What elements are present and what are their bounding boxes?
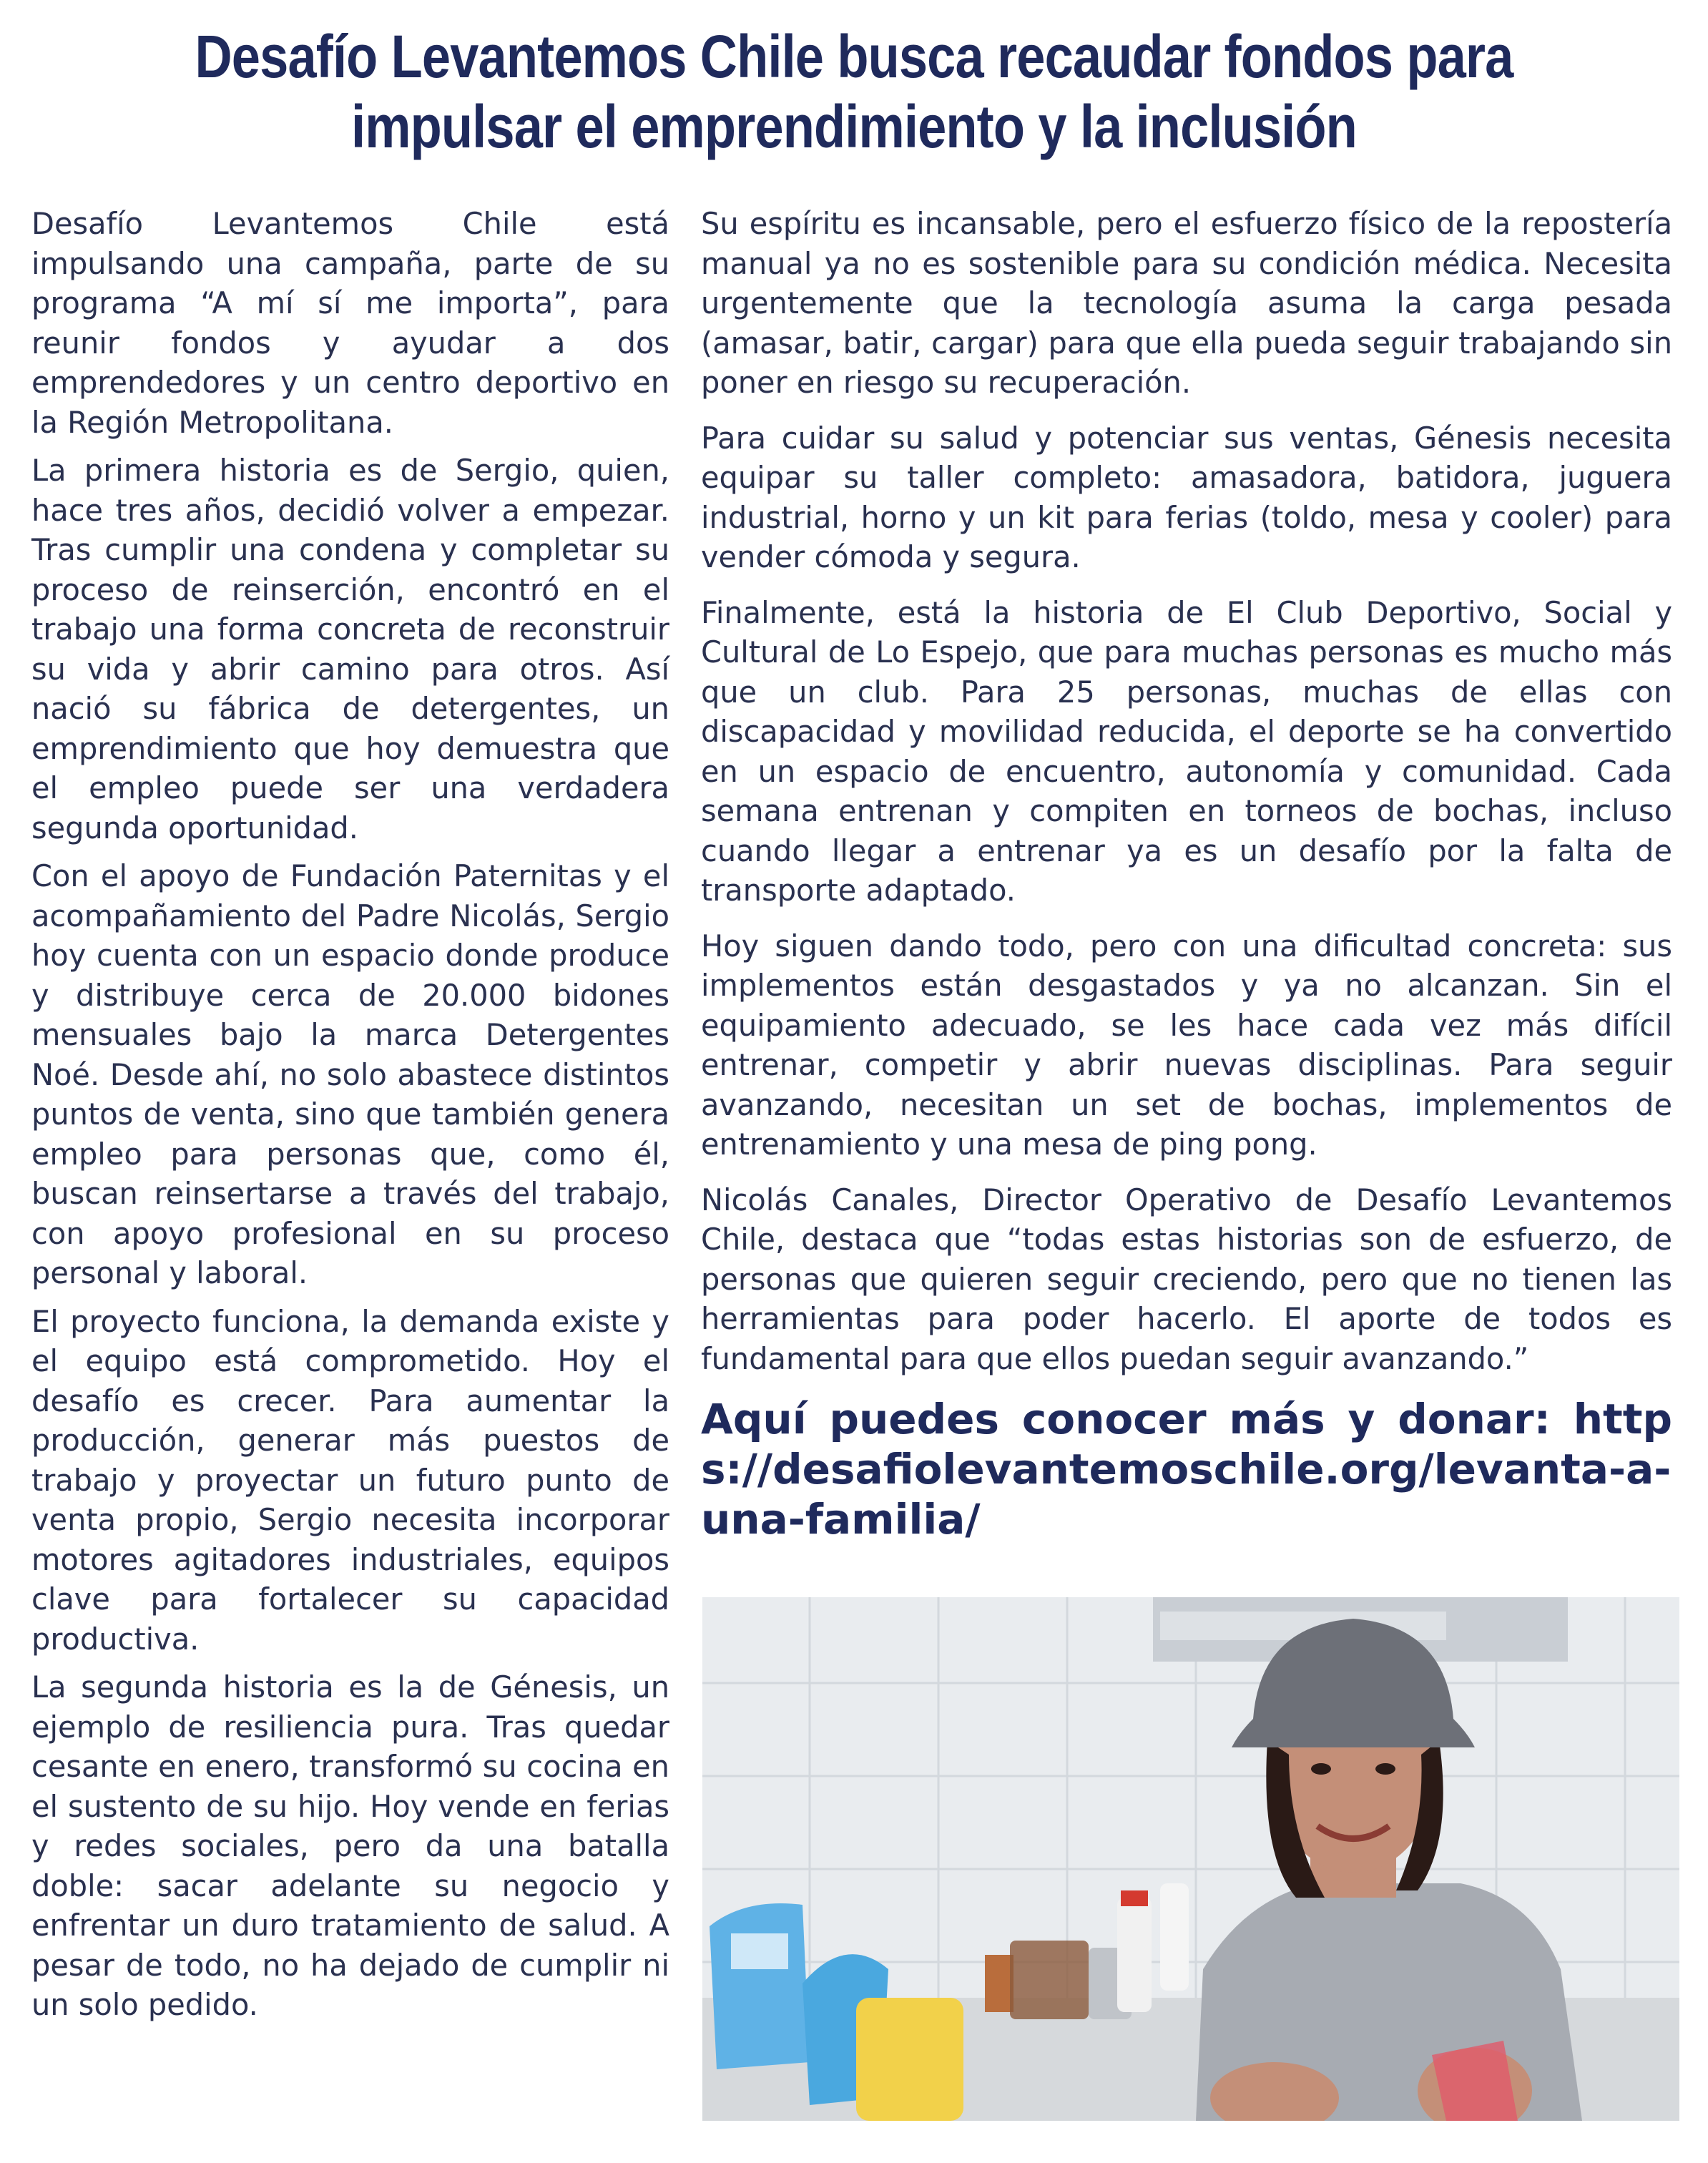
paragraph: Con el apoyo de Fundación Paternitas y el acompañamiento del Padre Nicolás, Sergio hoy cuenta con un espacio donde produce y distribuye cerca de 20.000 bidones mensuales bajo la marca Detergentes Noé. Desde ahí, no solo abastece distintos puntos de venta, sino que también genera empleo para personas que, como él, buscan reinsertarse a través del trabajo, con apoyo profesional en su proceso personal y laboral.	[31, 858, 669, 1290]
paragraph: La segunda historia es la de Génesis, un ejemplo de resiliencia pura. Tras quedar cesante en enero, transformó su cocina en el sustento de su hijo. Hoy vende en ferias y redes sociales, pero da una batalla doble: sacar adelante su negocio y enfrentar un duro tratamiento de salud. A pesar de todo, no ha dejado de cumplir ni un solo pedido.	[31, 1669, 669, 2022]
donation-link[interactable]: Aquí puedes conocer más y donar: https://desafiolevantemoschile.org/levanta-a-una-familia/	[701, 1395, 1672, 1544]
paragraph: El proyecto funciona, la demanda existe y el equipo está comprometido. Hoy el desafío es crecer. Para aumentar la producción, generar más puestos de trabajo y proyectar un futuro punto de venta propio, Sergio necesita incorporar motores agitadores industriales, equipos clave para fortalecer su capacidad productiva.	[31, 1303, 669, 1657]
article-photo	[702, 1597, 1679, 2121]
article-headline: Desafío Levantemos Chile busca recaudar fondos para impulsar el emprendimiento y la inclusión	[195, 23, 1513, 160]
paragraph: Desafío Levantemos Chile está impulsando una campaña, parte de su programa “A mí sí me importa”, para reunir fondos y ayudar a dos emprendedores y un centro deportivo en la Región Metropolitana.	[31, 206, 669, 440]
paragraph: La primera historia es de Sergio, quien, hace tres años, decidió volver a empezar. Tras cumplir una condena y completar su proceso de reinserción, encontró en el trabajo una forma concreta de reconstruir su vida y abrir camino para otros. Así nació su fábrica de detergentes, un emprendimiento que hoy demuestra que el empleo puede ser una verdadera segunda oportunidad.	[31, 453, 669, 845]
paragraph: Hoy siguen dando todo, pero con una dificultad concreta: sus implementos están desgastados y ya no alcanzan. Sin el equipamiento adecuado, se les hace cada vez más difícil entrenar, competir y abrir nuevas disciplinas. Para seguir avanzando, necesitan un set de bochas, implementos de entrenamiento y una mesa de ping pong.	[701, 928, 1672, 1162]
photo-kitchen-woman-icon	[702, 1597, 1679, 2121]
paragraph: Nicolás Canales, Director Operativo de Desafío Levantemos Chile, destaca que “todas estas historias son de esfuerzo, de personas que quieren seguir creciendo, pero que no tienen las herramientas para poder hacerlo. El aporte de todos es fundamental para que ellos puedan seguir avanzando.”	[701, 1182, 1672, 1376]
paragraph: Finalmente, está la historia de El Club Deportivo, Social y Cultural de Lo Espejo, que para muchas personas es mucho más que un club. Para 25 personas, muchas de ellas con discapacidad y movilidad reducida, el deporte se ha convertido en un espacio de encuentro, autonomía y comunidad. Cada semana entrenan y compiten en torneos de bochas, incluso cuando llegar a entrenar ya es un desafío por la falta de transporte adaptado.	[701, 594, 1672, 908]
paragraph: Su espíritu es incansable, pero el esfuerzo físico de la repostería manual ya no es sostenible para su condición médica. Necesita urgentemente que la tecnología asuma la carga pesada (amasar, batir, cargar) para que ella pueda seguir trabajando sin poner en riesgo su recuperación.	[701, 206, 1672, 400]
right-column	[701, 204, 1672, 1544]
paragraph: Para cuidar su salud y potenciar sus ventas, Génesis necesita equipar su taller completo: amasadora, batidora, juguera industrial, horno y un kit para ferias (toldo, mesa y cooler) para vender cómoda y segura.	[701, 420, 1672, 574]
left-column	[31, 204, 669, 2034]
